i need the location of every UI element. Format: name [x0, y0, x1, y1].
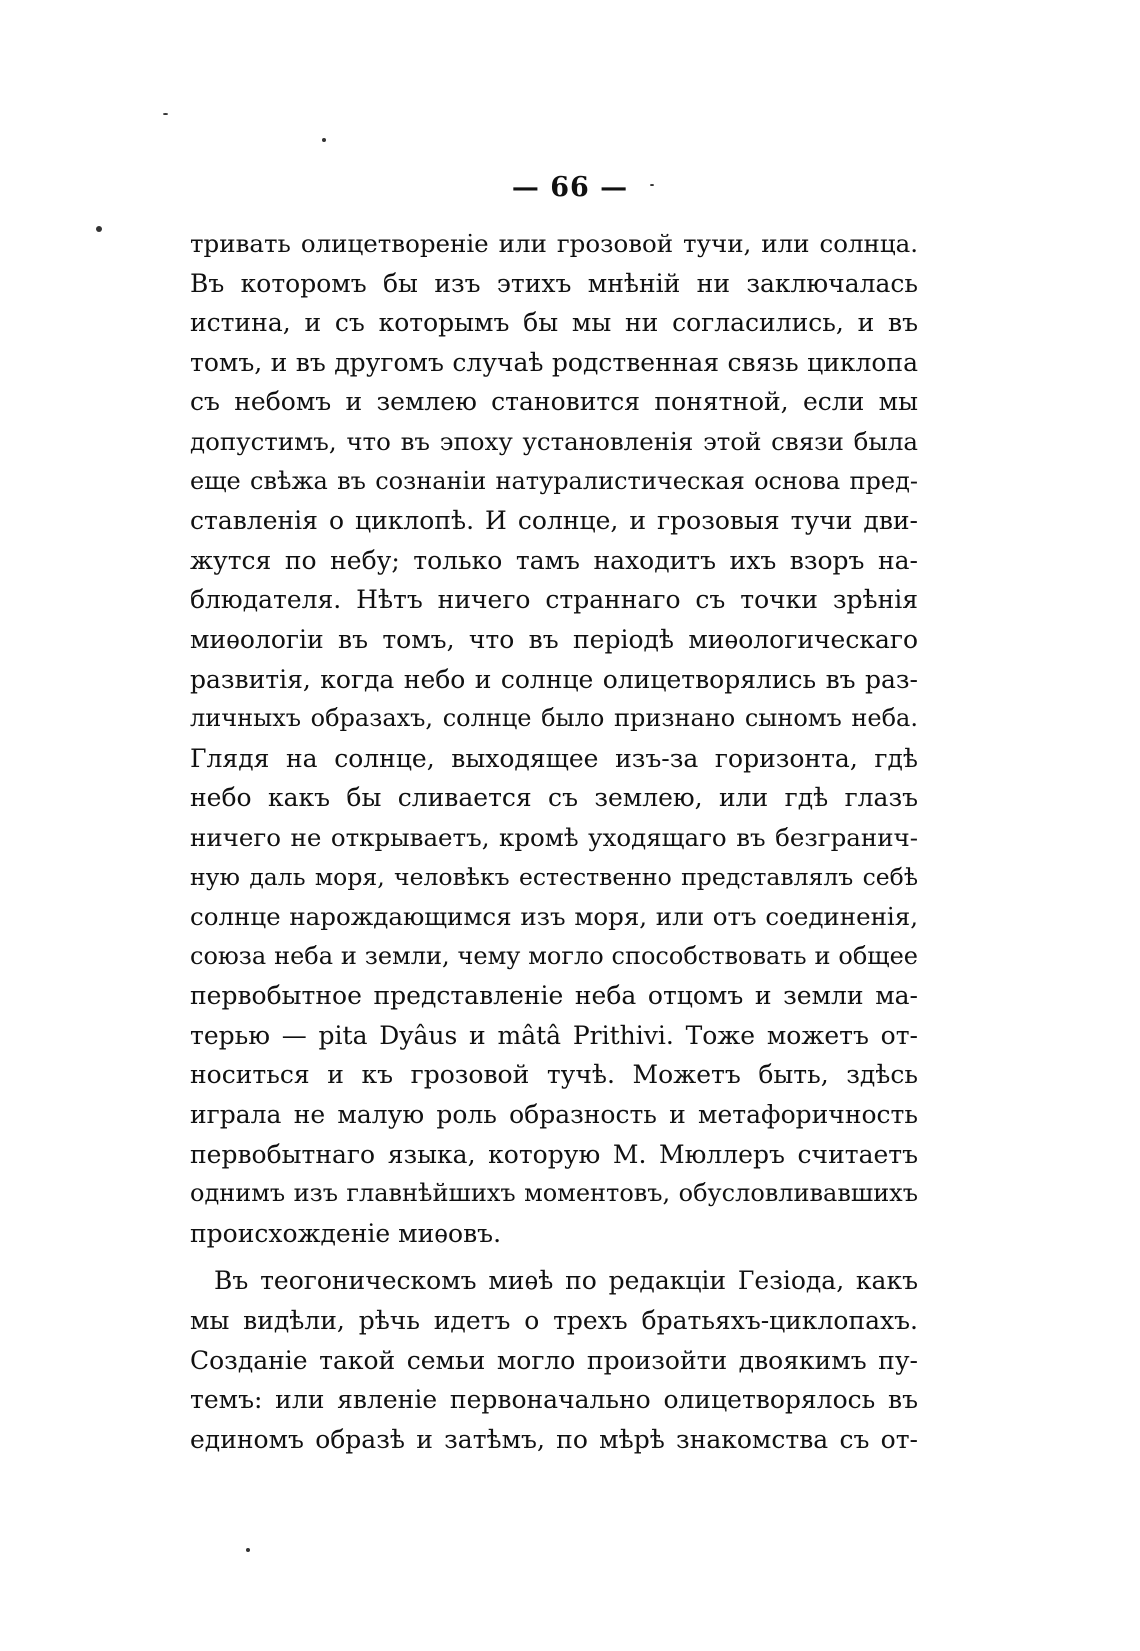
text-line: жутся по небу; только тамъ находитъ ихъ взоръ на- — [190, 545, 918, 575]
text-line: съ небомъ и землею становится понятной, если мы — [190, 387, 918, 417]
paragraph-1 — [190, 224, 918, 1253]
body-text — [190, 224, 918, 1459]
text-line: носиться и къ грозовой тучѣ. Можетъ быть, здѣсь — [190, 1060, 918, 1090]
scan-speck — [163, 113, 168, 115]
text-line: союза неба и земли, чему могло способствовать и общее — [190, 941, 918, 970]
text-line: истина, и съ которымъ бы мы ни согласились, и въ — [190, 308, 918, 338]
text-line: Въ которомъ бы изъ этихъ мнѣній ни заключалась — [190, 268, 918, 298]
text-line: миѳологіи въ томъ, что въ періодѣ миѳологическаго — [190, 624, 918, 654]
text-line: первобытнаго языка, которую М. Мюллеръ считаетъ — [190, 1139, 918, 1169]
text-line: блюдателя. Нѣтъ ничего страннаго съ точки зрѣнія — [190, 585, 918, 615]
text-line: небо какъ бы сливается съ землею, или гдѣ глазъ — [190, 783, 918, 813]
text-line: личныхъ образахъ, солнце было признано сыномъ неба. — [190, 704, 918, 733]
text-line: Глядя на солнце, выходящее изъ-за горизонта, гдѣ — [190, 743, 918, 773]
scan-speck — [246, 1548, 250, 1552]
text-line: единомъ образѣ и затѣмъ, по мѣрѣ знакомства съ от- — [190, 1424, 918, 1454]
paragraph-2 — [190, 1261, 918, 1459]
text-line: развитія, когда небо и солнце олицетворялись въ раз- — [190, 664, 918, 694]
scan-speck — [96, 226, 102, 232]
page-number: — 66 — — [511, 172, 629, 203]
text-line: допустимъ, что въ эпоху установленія этой связи была — [190, 426, 918, 456]
text-line: темъ: или явленіе первоначально олицетворялось въ — [190, 1385, 918, 1415]
text-line: терью — pita Dyâus и mâtâ Prithivi. Тоже можетъ от- — [190, 1020, 918, 1050]
text-line: Созданіе такой семьи могло произойти двоякимъ пу- — [190, 1345, 918, 1375]
text-line: играла не малую роль образность и метафоричность — [190, 1100, 918, 1130]
text-line: томъ, и въ другомъ случаѣ родственная связь циклопа — [190, 347, 918, 377]
scan-speck — [650, 184, 654, 186]
text-line: мы видѣли, рѣчь идетъ о трехъ братьяхъ-циклопахъ. — [190, 1306, 918, 1336]
text-line: первобытное представленіе неба отцомъ и земли ма- — [190, 981, 918, 1011]
text-line: Въ теогоническомъ миѳѣ по редакціи Гезіода, какъ — [214, 1266, 918, 1296]
text-line: ничего не открываетъ, кромѣ уходящаго въ безгранич- — [190, 822, 918, 852]
scan-speck — [322, 138, 326, 142]
text-line: однимъ изъ главнѣйшихъ моментовъ, обусловливавшихъ — [190, 1179, 918, 1208]
text-line: происхожденіе миѳовъ. — [190, 1218, 502, 1248]
text-line: ную даль моря, человѣкъ естественно представлялъ себѣ — [190, 862, 918, 891]
text-line: ставленія о циклопѣ. И солнце, и грозовыя тучи дви- — [190, 506, 918, 536]
paragraph-gap — [190, 1253, 918, 1261]
text-line: тривать олицетвореніе или грозовой тучи, или солнца. — [190, 229, 918, 258]
text-line: солнце нарождающимся изъ моря, или отъ соединенія, — [190, 902, 918, 932]
text-line: еще свѣжа въ сознаніи натуралистическая основа пред- — [190, 466, 918, 495]
